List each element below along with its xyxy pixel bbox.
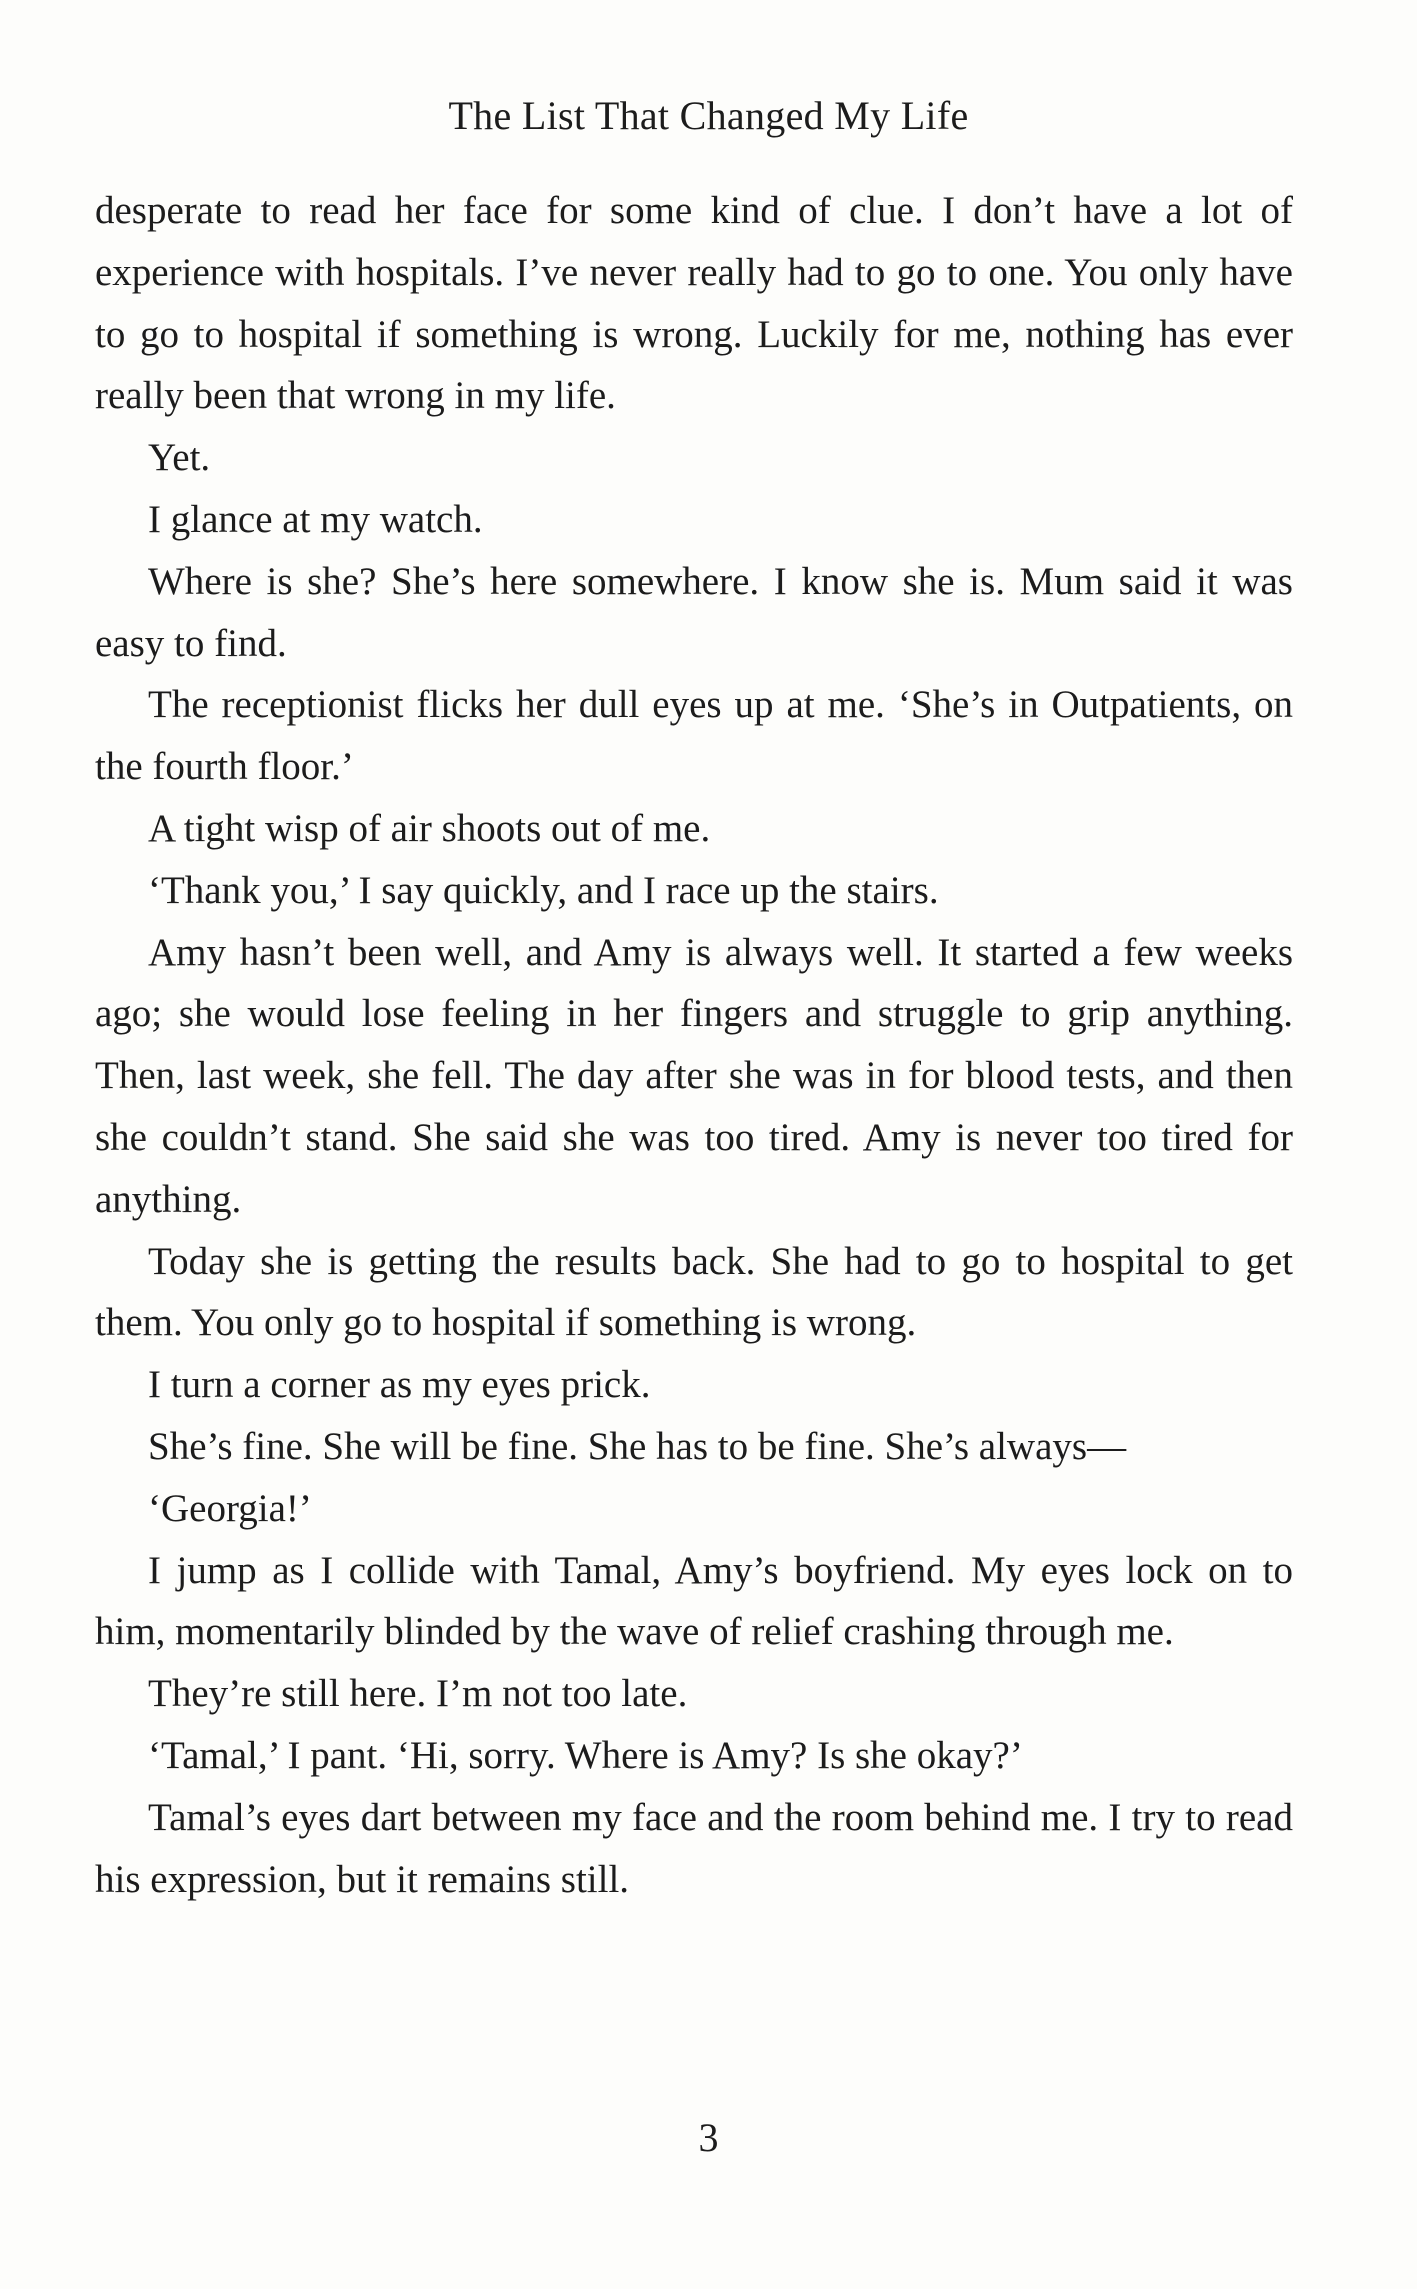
paragraph: A tight wisp of air shoots out of me. xyxy=(148,806,711,850)
paragraph: I glance at my watch. xyxy=(148,497,483,541)
paragraph: The receptionist flicks her dull eyes up at me. ‘She’s in Outpatients, on the fourth floor.’ xyxy=(95,683,1293,789)
body-text xyxy=(95,180,1293,1910)
paragraph: Yet. xyxy=(148,436,211,480)
paragraph: ‘Thank you,’ I say quickly, and I race up the stairs. xyxy=(148,868,939,912)
paragraph: Today she is getting the results back. She had to go to hospital to get them. You only go to hospital if something is wrong. xyxy=(95,1239,1293,1345)
paragraph: I turn a corner as my eyes prick. xyxy=(148,1363,651,1407)
paragraph: ‘Georgia!’ xyxy=(148,1486,312,1530)
page-number: 3 xyxy=(698,2115,719,2160)
paragraph: Where is she? She’s here somewhere. I know she is. Mum said it was easy to find. xyxy=(95,559,1293,665)
paragraph: desperate to read her face for some kind of clue. I don’t have a lot of experience with hospitals. I’ve never really had to go to one. You only have to go to hospital if something is wrong. Luckily for me, nothing has ever really been that wrong in my life. xyxy=(95,189,1293,418)
paragraph: Tamal’s eyes dart between my face and the room behind me. I try to read his expression, but it remains still. xyxy=(95,1795,1293,1901)
paragraph: I jump as I collide with Tamal, Amy’s boyfriend. My eyes lock on to him, momentarily blinded by the wave of relief crashing through me. xyxy=(95,1548,1293,1654)
paragraph: They’re still here. I’m not too late. xyxy=(148,1672,688,1716)
running-head: The List That Changed My Life xyxy=(448,93,969,138)
paragraph: Amy hasn’t been well, and Amy is always well. It started a few weeks ago; she would lose feeling in her fingers and struggle to grip anything. Then, last week, she fell. The day after she was in for blood tests, and then she couldn’t stand. She said she was too tired. Amy is never too tired for anything. xyxy=(95,930,1293,1221)
paragraph: She’s fine. She will be fine. She has to be fine. She’s always— xyxy=(148,1424,1127,1468)
paragraph: ‘Tamal,’ I pant. ‘Hi, sorry. Where is Amy? Is she okay?’ xyxy=(148,1733,1023,1777)
